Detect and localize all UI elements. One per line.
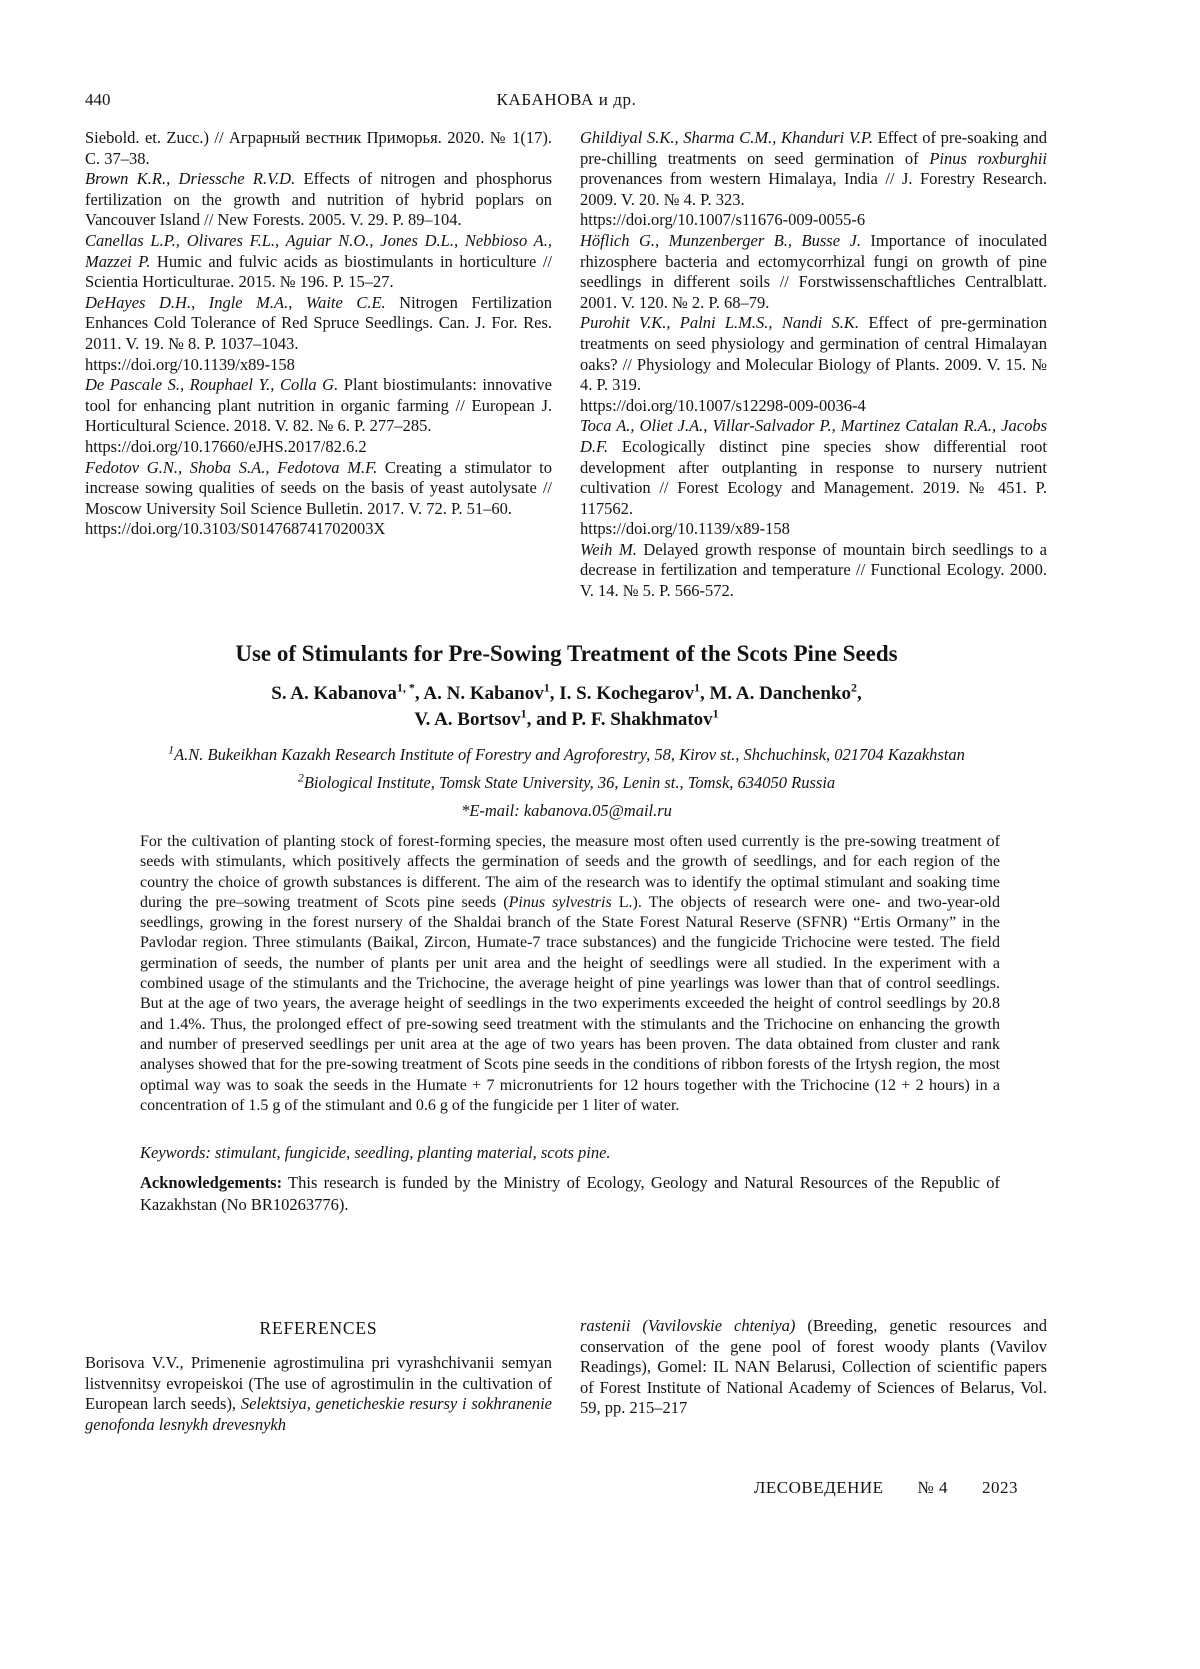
author-superscript: 2 xyxy=(850,680,857,695)
page-number: 440 xyxy=(85,90,111,109)
reference-entry xyxy=(580,540,1047,602)
reference-authors: Canellas L.P., Olivares F.L., Aguiar N.O., Jones D.L., Nebbioso A., Mazzei P. xyxy=(85,230,552,271)
authors-line-2 xyxy=(85,707,1048,733)
reference-entry xyxy=(85,375,552,457)
reference-entry xyxy=(85,231,552,293)
reference-doi: https://doi.org/10.1007/s11676-009-0055-6 xyxy=(580,210,866,230)
reference-entry xyxy=(85,1353,552,1435)
page-footer xyxy=(754,1478,1018,1498)
author-name: V. A. Bortsov xyxy=(414,709,521,730)
reference-authors: Toca A., Oliet J.A., Villar-Salvador P., Martinez Catalan R.A., Jacobs D.F. xyxy=(580,416,1047,456)
reference-doi: https://doi.org/10.3103/S014768741702003X xyxy=(85,519,386,539)
reference-text: Nitrogen Fertilization Enhances Cold Tolerance of Red Spruce Seedlings. Can. J. For. Res. 2011. V. 19. № 8. P. 1037–1043. xyxy=(85,292,552,353)
author-superscript: 1 xyxy=(712,706,719,721)
author-name: , xyxy=(856,683,862,704)
affiliation-text: A.N. Bukeikhan Kazakh Research Institute of Forestry and Agroforestry, 58, Kirov st., Shchuchinsk, 021704 Kazakhstan xyxy=(174,745,965,764)
author-superscript: 1 xyxy=(694,680,700,695)
references-section xyxy=(85,1316,1048,1435)
reference-authors: DeHayes D.H., Ingle M.A., Waite C.E. xyxy=(85,292,386,312)
reference-authors: Purohit V.K., Palni L.M.S., Nandi S.K. xyxy=(580,313,859,333)
page-header xyxy=(85,90,1048,110)
reference-entry xyxy=(85,128,552,169)
author-superscript: 1 xyxy=(543,680,550,695)
author-name: , M. A. Danchenko xyxy=(700,683,851,704)
issue-number: № 4 xyxy=(917,1478,948,1497)
references-heading: REFERENCES xyxy=(259,1318,378,1338)
article-title: Use of Stimulants for Pre-Sowing Treatment of the Scots Pine Seeds xyxy=(235,641,898,666)
affiliation-text: Biological Institute, Tomsk State University, 36, Lenin st., Tomsk, 634050 Russia xyxy=(303,773,836,792)
affiliation-superscript: 1 xyxy=(168,742,175,757)
abstract-block xyxy=(140,832,1000,1215)
reference-text: Delayed growth response of mountain birch seedlings to a decrease in fertilization and temperature // Functional Ecology. 2000. V. 14. № 5. P. 566-572. xyxy=(580,539,1047,601)
year: 2023 xyxy=(982,1478,1018,1497)
keywords-label: Keywords: xyxy=(140,1143,211,1163)
running-head: КАБАНОВА и др. xyxy=(496,90,637,109)
reference-text: Effects of nitrogen and phosphorus fertilization on the growth and nutrition of hybrid poplars on Vancouver Island // New Forests. 2005. V. 29. P. 89–104. xyxy=(85,169,552,230)
species-name: Pinus sylvestris xyxy=(508,893,612,911)
author-name: S. A. Kabanova xyxy=(271,683,397,704)
reference-text: (Breeding, genetic resources and conservation of the gene pool of forest woody plants (Vavilov Readings), Gomel: IL NAN Belarusi, Collection of scientific papers of Forest Institute of National Academy of Sciences of Belarus, Vol. 59, pp. 215–217 xyxy=(580,1316,1047,1418)
abstract-text: For the cultivation of planting stock of forest-forming species, the measure most often used currently is the pre-sowing treatment of seeds with stimulants, which positively affects the germination of seeds and the growth of seedlings, and for each region of the country the choice of growth substances is different. The aim of the research was to identify the optimal stimulant and soaking time during the pre–sowing treatment of Scots pine seeds ( xyxy=(140,833,1000,911)
reference-authors: Brown K.R., Driessche R.V.D. xyxy=(85,169,296,189)
reference-authors: De Pascale S., Rouphael Y., Colla G. xyxy=(85,375,339,395)
reference-text: Creating a stimulator to increase sowing qualities of seeds on the basis of yeast autolysate // Moscow University Soil Science Bulletin. 2017. V. 72. P. 51–60. xyxy=(85,457,552,518)
abstract xyxy=(140,832,1000,1116)
author-superscript: 1 xyxy=(520,706,527,721)
reference-source-italic: Selektsiya, geneticheskie resursy i sokhranenie genofonda lesnykh drevesnykh xyxy=(85,1394,552,1434)
reference-text: Plant biostimulants: innovative tool for enhancing plant nutrition in organic farming // European J. Horticultural Science. 2018. V. 82. № 6. P. 277–285. xyxy=(85,375,553,436)
reference-text: Borisova V.V., Primenenie agrostimulina pri vyrashchivanii semyan listvennitsy evropeiskoi (The use of agrostimulin in the cultivation of European larch seeds), xyxy=(85,1353,552,1414)
reference-entry xyxy=(580,416,1047,540)
references-left-column xyxy=(85,128,552,602)
keywords-text: stimulant, fungicide, seedling, planting material, scots pine. xyxy=(210,1143,611,1163)
reference-authors: Ghildiyal S.K., Sharma C.M., Khanduri V.P. xyxy=(580,128,873,147)
affiliation-superscript: 2 xyxy=(297,770,304,785)
reference-entry xyxy=(580,1316,1047,1419)
reference-entry xyxy=(580,231,1047,313)
authors-line-1 xyxy=(85,681,1048,707)
reference-entry xyxy=(85,169,552,231)
reference-authors: Fedotov G.N., Shoba S.A., Fedotova M.F. xyxy=(85,457,378,477)
references-right-column xyxy=(580,128,1047,602)
references-section-right-column xyxy=(580,1316,1047,1435)
journal-name: ЛЕСОВЕДЕНИЕ xyxy=(753,1478,884,1497)
affiliation-1 xyxy=(85,742,1048,767)
author-superscript: 1, * xyxy=(396,680,415,695)
author-name: , and P. F. Shakhmatov xyxy=(526,709,713,730)
title-block xyxy=(85,640,1048,823)
reference-entry xyxy=(85,458,552,540)
acknowledgements-text: This research is funded by the Ministry of Ecology, Geology and Natural Resources of the Republic of Kazakhstan (No BR10263776). xyxy=(140,1173,1000,1214)
reference-text: Effect of pre-germination treatments on seed physiology and germination of central Himalayan oaks? // Physiology and Molecular Biology of Plants. 2009. V. 15. № 4. P. 319. xyxy=(580,313,1047,395)
reference-entry xyxy=(580,128,1047,231)
reference-text: Importance of inoculated rhizosphere bacteria and ectomycorrhizal fungi on growth of pine seedlings in different soils // Forstwissenschaftliches Centralblatt. 2001. V. 120. № 2. P. 68–79. xyxy=(580,230,1047,312)
author-name: , A. N. Kabanov xyxy=(414,683,544,704)
references-section-left-column xyxy=(85,1316,552,1435)
affiliation-2 xyxy=(85,770,1048,795)
reference-text: Siebold. et. Zucc.) // Аграрный вестник Приморья. 2020. № 1(17). С. 37–38. xyxy=(85,128,552,168)
reference-doi: https://doi.org/10.1139/x89-158 xyxy=(580,519,790,539)
reference-authors: Höflich G., Munzenberger B., Busse J. xyxy=(580,230,861,250)
reference-doi: https://doi.org/10.17660/eJHS.2017/82.6.2 xyxy=(85,436,367,456)
abstract-text-2: L.). The objects of research were one- and two-year-old seedlings, growing in the forest nursery of the Shaldai branch of the State Forest Natural Reserve (SFNR) “Ertis Ormany” in the Pavlodar region. Three stimulants (Baikal, Zircon, Humate-7 trace substances) and the fungicide Trichocine were tested. The field germination of seeds, the number of plants per unit area and the height of seedlings were all studied. In the experiment with a combined usage of the stimulants and the Trichocine, the average height of pine yearlings was lower than that of control seedlings. But at the age of two years, the average height of seedlings in the two experiments exceeded the height of control seedlings by 20.8 and 1.4%. Thus, the prolonged effect of pre-sowing seed treatment with the stimulants and the Trichocine on enhancing the growth and number of preserved seedlings per unit area at the age of two years has been proven. The data obtained from cluster and rank analyses showed that for the pre-sowing treatment of Scots pine seeds in the conditions of ribbon forests of the Irtysh region, the most optimal way was to soak the seeds in the Humate + 7 micronutrients for 12 hours together with the Trichocine (12 + 2 hours) in a concentration of 1.5 g of the stimulant and 0.6 g of the fungicide per 1 liter of water. xyxy=(140,893,1001,1114)
email-line: *E-mail: kabanova.05@mail.ru xyxy=(461,801,672,820)
reference-text: Effect of pre-soaking and pre-chilling treatments on seed germination of xyxy=(580,128,1047,168)
author-name: , I. S. Kochegarov xyxy=(549,683,694,704)
reference-doi: https://doi.org/10.1007/s12298-009-0036-4 xyxy=(580,395,866,415)
reference-text: Ecologically distinct pine species show differential root development after outplanting in response to nursery nutrient cultivation // Forest Ecology and Management. 2019. № 451. P. 117562. xyxy=(580,436,1047,518)
reference-text: Humic and fulvic acids as biostimulants in horticulture // Scientia Horticulturae. 2015. № 196. P. 15–27. xyxy=(85,251,553,292)
references-top xyxy=(85,128,1048,602)
species-name: Pinus roxburghii xyxy=(929,148,1047,168)
reference-authors: Weih M. xyxy=(580,539,637,559)
reference-source-italic: rastenii (Vavilovskie chteniya) xyxy=(580,1316,796,1335)
reference-doi: https://doi.org/10.1139/x89-158 xyxy=(85,354,295,374)
reference-entry xyxy=(580,313,1047,416)
reference-text-2: provenances from western Himalaya, India // J. Forestry Research. 2009. V. 20. № 4. P. 323. xyxy=(580,169,1047,209)
keywords xyxy=(140,1142,1000,1163)
acknowledgements-label: Acknowledgements: xyxy=(140,1173,283,1193)
reference-entry xyxy=(85,293,552,375)
acknowledgements xyxy=(140,1172,1000,1215)
